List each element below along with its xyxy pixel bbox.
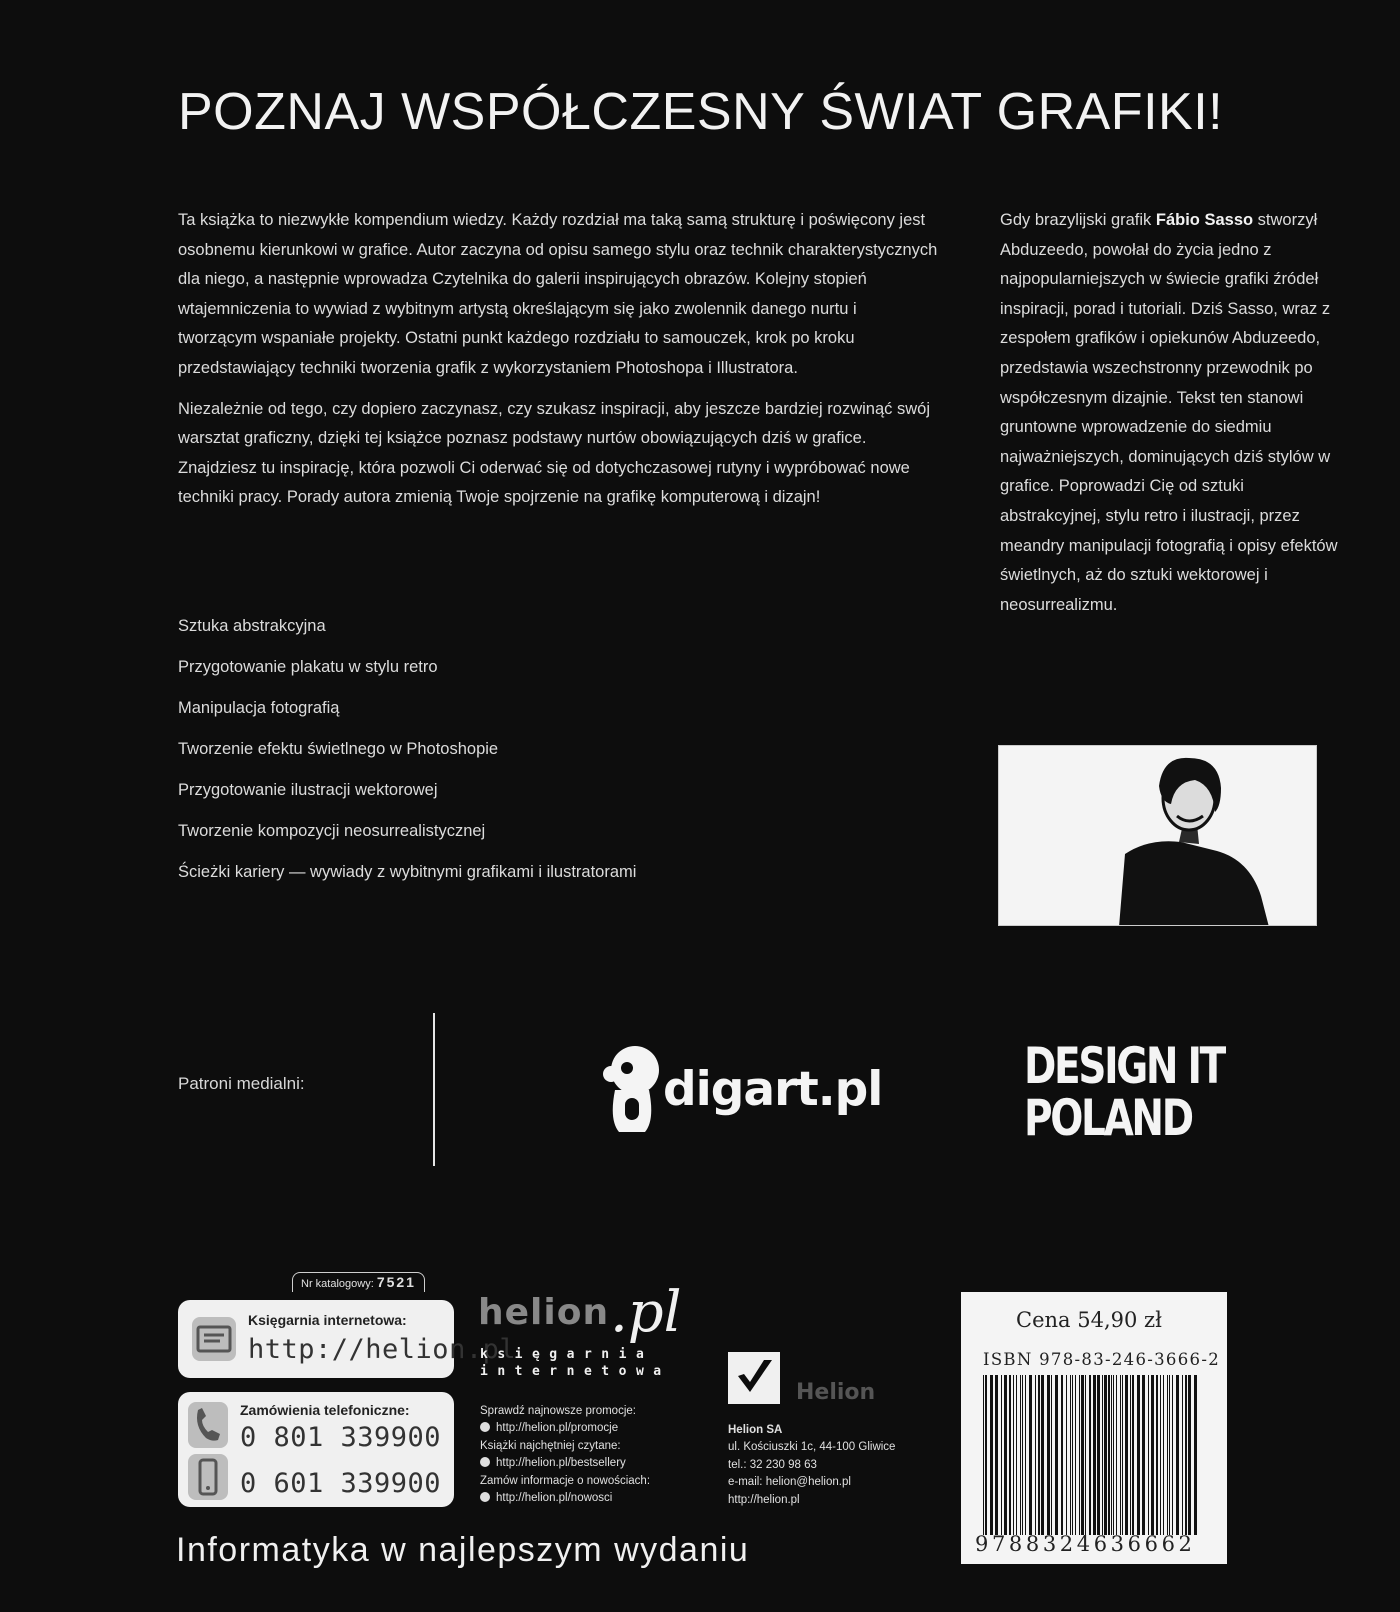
promo-link[interactable]: http://helion.pl/promocje <box>496 1422 619 1435</box>
author-photo <box>998 745 1317 926</box>
helion-wordmark: helion <box>478 1292 610 1333</box>
helion-publisher-logo: Helion <box>796 1380 876 1405</box>
mobile-number: 0 601 339900 <box>240 1468 442 1499</box>
bullet-icon <box>480 1422 490 1432</box>
author-blurb-intro: Gdy brazylijski grafik <box>1000 211 1156 229</box>
news-link[interactable]: http://helion.pl/nowosci <box>496 1492 613 1505</box>
author-name: Fábio Sasso <box>1155 211 1254 229</box>
chapter-item: Przygotowanie ilustracji wektorowej <box>178 781 438 799</box>
chapter-item: Sztuka abstrakcyjna <box>178 617 326 635</box>
chapter-item: Przygotowanie plakatu w stylu retro <box>178 658 438 676</box>
news-link-row <box>480 1490 650 1507</box>
catalog-number-tab <box>292 1272 425 1292</box>
digart-wordmark: digart.pl <box>663 1062 883 1117</box>
author-blurb-body: stworzył Abduzeedo, powołał do życia jedno z najpopularniejszych w świecie grafiki źródeł inspiracji, porad i tutoriali. Dziś Sasso, wraz z zespołem grafików i opiekunów Abduzeedo, przedstawia wszechstronny przewodnik po współczesnym dizajnie. Tekst ten stanowi gruntowne wprowadzenie do siedmiu najważniejszych, dominujących dziś stylów w grafice. Poprowadzi Cię od sztuki abstrakcyjnej, stylu retro i ilustracji, przez meandry manipulacji fotografią i opisy efektów świetlnych, aż do sztuki wektorowej i neosurrealizmu. <box>1000 211 1338 614</box>
publisher-address <box>728 1422 895 1509</box>
publisher-email: e-mail: helion@helion.pl <box>728 1476 851 1489</box>
publisher-street: ul. Kościuszki 1c, 44-100 Gliwice <box>728 1441 896 1454</box>
poland-line: POLAND <box>1024 1089 1192 1147</box>
helion-checkmark-icon <box>728 1352 780 1404</box>
landline-number: 0 801 339900 <box>240 1422 442 1453</box>
chapter-item: Tworzenie kompozycji neosurrealistycznej <box>178 822 486 840</box>
bullet-icon <box>480 1492 490 1502</box>
catalog-number: 7521 <box>376 1274 416 1290</box>
phone-orders-label: Zamówienia telefoniczne: <box>240 1402 410 1418</box>
shopping-cart-icon <box>192 1317 236 1361</box>
phone-orders-box <box>178 1392 454 1507</box>
promo-heading: Sprawdź najnowsze promocje: <box>480 1405 636 1417</box>
online-shop-url[interactable]: http://helion.pl <box>248 1334 517 1365</box>
design-it-line: DESIGN IT <box>1024 1037 1224 1095</box>
catalog-label: Nr katalogowy: <box>301 1278 374 1290</box>
bestsellers-link-row <box>480 1455 650 1472</box>
description-paragraph-2: Niezależnie od tego, czy dopiero zaczynasz, czy szukasz inspiracji, aby jeszcze bardziej rozwinąć swój warsztat graficzny, dzięki tej książce poznasz podstawy nurtów obowiązujących dziś w grafice. Znajdziesz tu inspirację, która pozwoli Ci oderwać się od dotychczasowej rutyny i wypróbować nowe techniki pracy. Porady autora zmienią Twoje spojrzenie na grafikę komputerową i dizajn! <box>178 399 930 507</box>
chapter-item: Manipulacja fotografią <box>178 699 340 717</box>
phone-icon <box>188 1402 228 1448</box>
book-price: Cena 54,90 zł <box>1016 1308 1162 1332</box>
book-description <box>178 206 938 524</box>
online-shop-box <box>178 1300 517 1378</box>
helion-pl-suffix: .pl <box>610 1280 682 1345</box>
publisher-website[interactable]: http://helion.pl <box>728 1493 800 1506</box>
bullet-icon <box>480 1457 490 1467</box>
digart-mascot-icon <box>597 1040 661 1140</box>
chapter-list <box>178 617 938 904</box>
helion-tagline-line1: księgarnia <box>480 1347 654 1362</box>
price-barcode-box <box>961 1292 1227 1564</box>
media-patrons-label: Patroni medialni: <box>178 1074 305 1093</box>
bestsellers-link[interactable]: http://helion.pl/bestsellery <box>496 1457 626 1470</box>
digart-logo <box>597 1040 883 1140</box>
author-silhouette <box>999 746 1317 926</box>
isbn-number: ISBN 978-83-246-3666-2 <box>983 1350 1221 1369</box>
book-title: POZNAJ WSPÓŁCZESNY ŚWIAT GRAFIKI! <box>178 83 1224 141</box>
chapter-item: Tworzenie efektu świetlnego w Photoshopie <box>178 740 499 758</box>
design-it-poland-logo <box>1024 1037 1224 1147</box>
barcode-digits: 9788324636662 <box>975 1532 1196 1556</box>
helion-tagline <box>480 1346 671 1380</box>
bestsellers-heading: Książki najchętniej czytane: <box>480 1439 621 1452</box>
patrons-divider <box>433 1013 435 1166</box>
promo-link-row <box>480 1420 650 1437</box>
publisher-phone: tel.: 32 230 98 63 <box>728 1458 817 1471</box>
chapter-item: Ścieżki kariery — wywiady z wybitnymi grafikami i ilustratorami <box>178 863 637 881</box>
online-shop-label: Księgarnia internetowa: <box>248 1312 407 1328</box>
mobile-phone-icon <box>188 1454 228 1500</box>
author-blurb <box>1000 206 1340 620</box>
promo-links <box>480 1403 650 1507</box>
description-paragraph-1: Ta książka to niezwykłe kompendium wiedzy. Każdy rozdział ma taką samą strukturę i poświęcony jest osobnemu kierunkowi w grafice. Autor zaczyna od opisu samego stylu oraz technik charakterystycznych dla niego, a następnie wprowadza Czytelnika do galerii inspirujących obrazów. Kolejny stopień wtajemniczenia to wywiad z wybitnym artystą określającym się jako zwolennik danego nurtu i tworzącym wspaniałe projekty. Ostatni punkt każdego rozdziału to samouczek, krok po kroku przedstawiający techniki tworzenia grafik z wykorzystaniem Photoshopa i Illustratora. <box>178 211 938 377</box>
barcode <box>981 1375 1201 1535</box>
news-heading: Zamów informacje o nowościach: <box>480 1474 651 1487</box>
publisher-slogan: Informatyka w najlepszym wydaniu <box>176 1531 750 1569</box>
helion-pl-logo <box>478 1280 708 1390</box>
helion-tagline-line2: internetowa <box>480 1364 671 1379</box>
publisher-name: Helion SA <box>728 1424 783 1436</box>
